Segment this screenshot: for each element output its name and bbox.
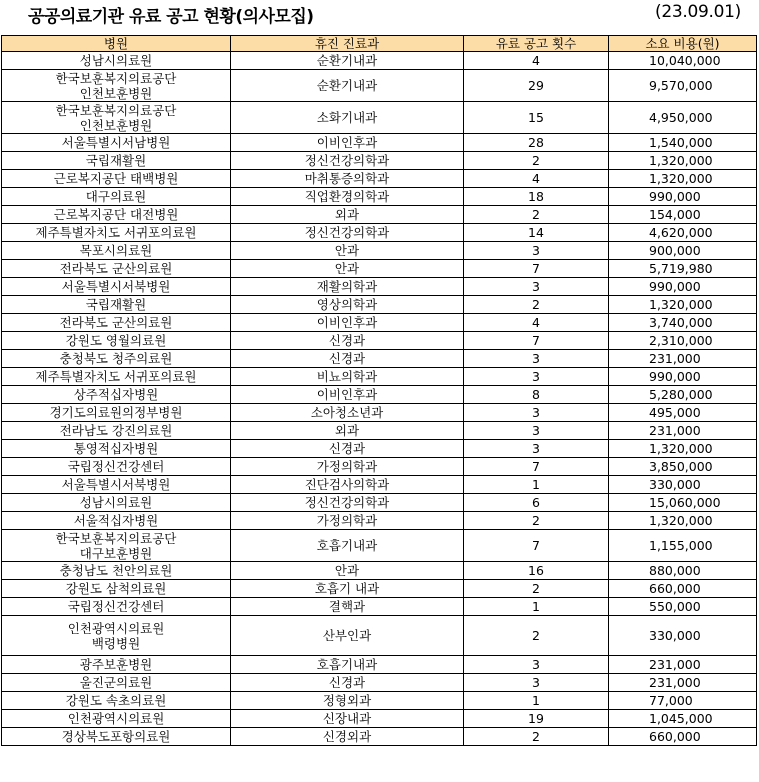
cell-cost: 10,040,000 (609, 52, 757, 70)
cell-department: 신경과 (231, 332, 464, 350)
header-hospital: 병원 (2, 36, 231, 52)
hospital-name-line: 서울특별시서북병원 (61, 477, 171, 492)
cell-hospital (2, 562, 231, 580)
cell-hospital (2, 440, 231, 458)
cell-cost: 1,320,000 (609, 296, 757, 314)
header-cost: 소요 비용(원) (609, 36, 757, 52)
table-row (2, 52, 757, 70)
cell-department: 정신건강의학과 (231, 494, 464, 512)
table-row (2, 404, 757, 422)
cell-department: 신경과 (231, 350, 464, 368)
cell-cost: 231,000 (609, 422, 757, 440)
cell-department: 외과 (231, 422, 464, 440)
cell-department: 이비인후과 (231, 386, 464, 404)
table-row (2, 278, 757, 296)
cell-cost: 550,000 (609, 598, 757, 616)
cell-cost: 1,045,000 (609, 710, 757, 728)
cell-cost: 1,540,000 (609, 134, 757, 152)
recruitment-table (1, 35, 757, 746)
hospital-name-line: 전라남도 강진의료원 (59, 423, 173, 438)
cell-ad-count: 2 (464, 206, 609, 224)
cell-hospital (2, 350, 231, 368)
cell-cost: 660,000 (609, 728, 757, 746)
hospital-name-line: 목포시의료원 (79, 243, 153, 258)
cell-ad-count: 28 (464, 134, 609, 152)
cell-ad-count: 4 (464, 52, 609, 70)
cell-cost: 1,320,000 (609, 170, 757, 188)
cell-ad-count: 15 (464, 102, 609, 134)
cell-cost: 495,000 (609, 404, 757, 422)
cell-ad-count: 3 (464, 422, 609, 440)
cell-ad-count: 4 (464, 170, 609, 188)
hospital-name-line: 충청북도 청주의료원 (59, 351, 173, 366)
cell-cost: 2,310,000 (609, 332, 757, 350)
cell-department: 호흡기내과 (231, 656, 464, 674)
cell-department: 비뇨의학과 (231, 368, 464, 386)
page-title: 공공의료기관 유료 공고 현황(의사모집) (28, 7, 314, 27)
table-row (2, 188, 757, 206)
cell-ad-count: 3 (464, 242, 609, 260)
cell-cost: 154,000 (609, 206, 757, 224)
cell-cost: 5,280,000 (609, 386, 757, 404)
hospital-name-line: 한국보훈복지의료공단 (55, 530, 177, 546)
table-row (2, 70, 757, 102)
table-row (2, 728, 757, 746)
cell-cost: 231,000 (609, 350, 757, 368)
table-row (2, 710, 757, 728)
cell-ad-count: 1 (464, 476, 609, 494)
cell-ad-count: 3 (464, 368, 609, 386)
table-row (2, 170, 757, 188)
cell-hospital (2, 674, 231, 692)
cell-hospital (2, 134, 231, 152)
cell-cost: 330,000 (609, 476, 757, 494)
cell-department: 순환기내과 (231, 70, 464, 102)
cell-cost: 77,000 (609, 692, 757, 710)
report-date: (23.09.01) (655, 2, 741, 22)
cell-department: 안과 (231, 562, 464, 580)
table-row (2, 102, 757, 134)
hospital-name-line: 울진군의료원 (79, 675, 153, 690)
cell-hospital (2, 332, 231, 350)
table-row (2, 440, 757, 458)
cell-cost: 5,719,980 (609, 260, 757, 278)
table-row (2, 598, 757, 616)
table-row (2, 242, 757, 260)
cell-cost: 990,000 (609, 278, 757, 296)
cell-department: 신경과 (231, 674, 464, 692)
table-body (2, 52, 757, 746)
cell-hospital (2, 52, 231, 70)
hospital-name-line: 상주적십자병원 (73, 387, 159, 402)
hospital-name-line: 국립정신건강센터 (67, 459, 165, 474)
cell-hospital (2, 296, 231, 314)
cell-hospital (2, 616, 231, 656)
cell-department: 재활의학과 (231, 278, 464, 296)
cell-cost: 15,060,000 (609, 494, 757, 512)
table-row (2, 656, 757, 674)
cell-cost: 330,000 (609, 616, 757, 656)
cell-ad-count: 7 (464, 530, 609, 562)
cell-hospital (2, 458, 231, 476)
hospital-name-line: 서울특별시서북병원 (61, 279, 171, 294)
table-row (2, 562, 757, 580)
hospital-name-line: 인천보훈병원 (79, 117, 153, 133)
table-header-row (2, 36, 757, 52)
cell-hospital (2, 530, 231, 562)
hospital-name-line: 국립재활원 (85, 297, 147, 312)
hospital-name-line: 국립정신건강센터 (67, 599, 165, 614)
cell-department: 직업환경의학과 (231, 188, 464, 206)
hospital-name-line: 대구보훈병원 (79, 545, 153, 561)
cell-hospital (2, 422, 231, 440)
header-ad-count: 유료 공고 횟수 (464, 36, 609, 52)
cell-hospital (2, 206, 231, 224)
hospital-name-line: 경상북도포항의료원 (61, 729, 171, 744)
cell-hospital (2, 494, 231, 512)
hospital-name-line: 성남시의료원 (79, 495, 153, 510)
hospital-name-line: 백령병원 (91, 635, 141, 651)
cell-cost: 1,155,000 (609, 530, 757, 562)
table-row (2, 494, 757, 512)
hospital-name-line: 인천광역시의료원 (67, 620, 165, 636)
cell-cost: 880,000 (609, 562, 757, 580)
cell-department: 호흡기 내과 (231, 580, 464, 598)
cell-department: 신장내과 (231, 710, 464, 728)
cell-ad-count: 14 (464, 224, 609, 242)
hospital-name-line: 인천보훈병원 (79, 85, 153, 101)
cell-cost: 4,950,000 (609, 102, 757, 134)
cell-department: 호흡기내과 (231, 530, 464, 562)
cell-hospital (2, 102, 231, 134)
cell-department: 결핵과 (231, 598, 464, 616)
table-row (2, 260, 757, 278)
cell-department: 신경외과 (231, 728, 464, 746)
cell-ad-count: 7 (464, 332, 609, 350)
cell-cost: 1,320,000 (609, 440, 757, 458)
cell-hospital (2, 710, 231, 728)
table-row (2, 674, 757, 692)
cell-ad-count: 3 (464, 674, 609, 692)
hospital-name-line: 강원도 삼척의료원 (65, 581, 167, 596)
cell-department: 소아청소년과 (231, 404, 464, 422)
cell-department: 마취통증의학과 (231, 170, 464, 188)
hospital-name-line: 강원도 속초의료원 (65, 693, 167, 708)
table-row (2, 152, 757, 170)
cell-ad-count: 7 (464, 458, 609, 476)
cell-department: 안과 (231, 260, 464, 278)
table-row (2, 616, 757, 656)
cell-hospital (2, 314, 231, 332)
cell-department: 안과 (231, 242, 464, 260)
table-row (2, 134, 757, 152)
cell-ad-count: 8 (464, 386, 609, 404)
cell-hospital (2, 224, 231, 242)
cell-ad-count: 19 (464, 710, 609, 728)
hospital-name-line: 충청남도 천안의료원 (59, 563, 173, 578)
cell-hospital (2, 512, 231, 530)
cell-cost: 231,000 (609, 674, 757, 692)
cell-cost: 660,000 (609, 580, 757, 598)
hospital-name-line: 인천광역시의료원 (67, 711, 165, 726)
cell-ad-count: 3 (464, 404, 609, 422)
cell-hospital (2, 368, 231, 386)
hospital-name-line: 국립재활원 (85, 153, 147, 168)
cell-cost: 990,000 (609, 188, 757, 206)
cell-cost: 231,000 (609, 656, 757, 674)
cell-cost: 1,320,000 (609, 512, 757, 530)
cell-department: 산부인과 (231, 616, 464, 656)
table-row (2, 368, 757, 386)
cell-cost: 1,320,000 (609, 152, 757, 170)
cell-hospital (2, 476, 231, 494)
cell-ad-count: 2 (464, 512, 609, 530)
cell-cost: 990,000 (609, 368, 757, 386)
cell-ad-count: 2 (464, 152, 609, 170)
table-row (2, 476, 757, 494)
table-row (2, 332, 757, 350)
cell-ad-count: 4 (464, 314, 609, 332)
cell-hospital (2, 656, 231, 674)
cell-ad-count: 1 (464, 598, 609, 616)
cell-department: 정신건강의학과 (231, 224, 464, 242)
hospital-name-line: 서울특별시서남병원 (61, 135, 171, 150)
table-row (2, 580, 757, 598)
cell-hospital (2, 278, 231, 296)
table-row (2, 512, 757, 530)
cell-cost: 4,620,000 (609, 224, 757, 242)
table-row (2, 458, 757, 476)
cell-hospital (2, 692, 231, 710)
table-row (2, 314, 757, 332)
cell-department: 소화기내과 (231, 102, 464, 134)
header-department: 휴진 진료과 (231, 36, 464, 52)
cell-hospital (2, 728, 231, 746)
cell-hospital (2, 260, 231, 278)
hospital-name-line: 근로복지공단 태백병원 (53, 171, 179, 186)
cell-cost: 3,850,000 (609, 458, 757, 476)
table-row (2, 386, 757, 404)
hospital-name-line: 통영적십자병원 (73, 441, 159, 456)
cell-hospital (2, 386, 231, 404)
hospital-name-line: 성남시의료원 (79, 53, 153, 68)
cell-ad-count: 16 (464, 562, 609, 580)
cell-ad-count: 3 (464, 440, 609, 458)
cell-ad-count: 29 (464, 70, 609, 102)
hospital-name-line: 제주특별자치도 서귀포의료원 (35, 225, 197, 240)
table-row (2, 422, 757, 440)
cell-hospital (2, 188, 231, 206)
table-row (2, 224, 757, 242)
cell-department: 정신건강의학과 (231, 152, 464, 170)
table-row (2, 692, 757, 710)
cell-ad-count: 2 (464, 728, 609, 746)
table-row (2, 350, 757, 368)
hospital-name-line: 경기도의료원의정부병원 (49, 405, 183, 420)
cell-department: 이비인후과 (231, 134, 464, 152)
table-row (2, 206, 757, 224)
hospital-name-line: 한국보훈복지의료공단 (55, 102, 177, 118)
cell-department: 가정의학과 (231, 512, 464, 530)
cell-hospital (2, 170, 231, 188)
cell-department: 영상의학과 (231, 296, 464, 314)
title-bar (0, 0, 759, 33)
cell-department: 이비인후과 (231, 314, 464, 332)
cell-ad-count: 3 (464, 656, 609, 674)
hospital-name-line: 전라북도 군산의료원 (59, 261, 173, 276)
cell-department: 신경과 (231, 440, 464, 458)
cell-department: 외과 (231, 206, 464, 224)
table-row (2, 530, 757, 562)
hospital-name-line: 전라북도 군산의료원 (59, 315, 173, 330)
cell-ad-count: 3 (464, 278, 609, 296)
cell-department: 순환기내과 (231, 52, 464, 70)
cell-cost: 9,570,000 (609, 70, 757, 102)
cell-department: 진단검사의학과 (231, 476, 464, 494)
cell-ad-count: 2 (464, 616, 609, 656)
hospital-name-line: 한국보훈복지의료공단 (55, 70, 177, 86)
hospital-name-line: 근로복지공단 대전병원 (53, 207, 179, 222)
hospital-name-line: 제주특별자치도 서귀포의료원 (35, 369, 197, 384)
cell-hospital (2, 404, 231, 422)
cell-ad-count: 7 (464, 260, 609, 278)
cell-ad-count: 3 (464, 350, 609, 368)
hospital-name-line: 광주보훈병원 (79, 657, 153, 672)
cell-ad-count: 6 (464, 494, 609, 512)
cell-hospital (2, 598, 231, 616)
cell-hospital (2, 580, 231, 598)
cell-hospital (2, 70, 231, 102)
cell-hospital (2, 152, 231, 170)
table-row (2, 296, 757, 314)
cell-department: 가정의학과 (231, 458, 464, 476)
cell-hospital (2, 242, 231, 260)
hospital-name-line: 대구의료원 (85, 189, 147, 204)
cell-ad-count: 2 (464, 296, 609, 314)
cell-department: 정형외과 (231, 692, 464, 710)
hospital-name-line: 서울적십자병원 (73, 513, 159, 528)
cell-cost: 900,000 (609, 242, 757, 260)
hospital-name-line: 강원도 영월의료원 (65, 333, 167, 348)
cell-ad-count: 2 (464, 580, 609, 598)
cell-ad-count: 18 (464, 188, 609, 206)
cell-cost: 3,740,000 (609, 314, 757, 332)
cell-ad-count: 1 (464, 692, 609, 710)
